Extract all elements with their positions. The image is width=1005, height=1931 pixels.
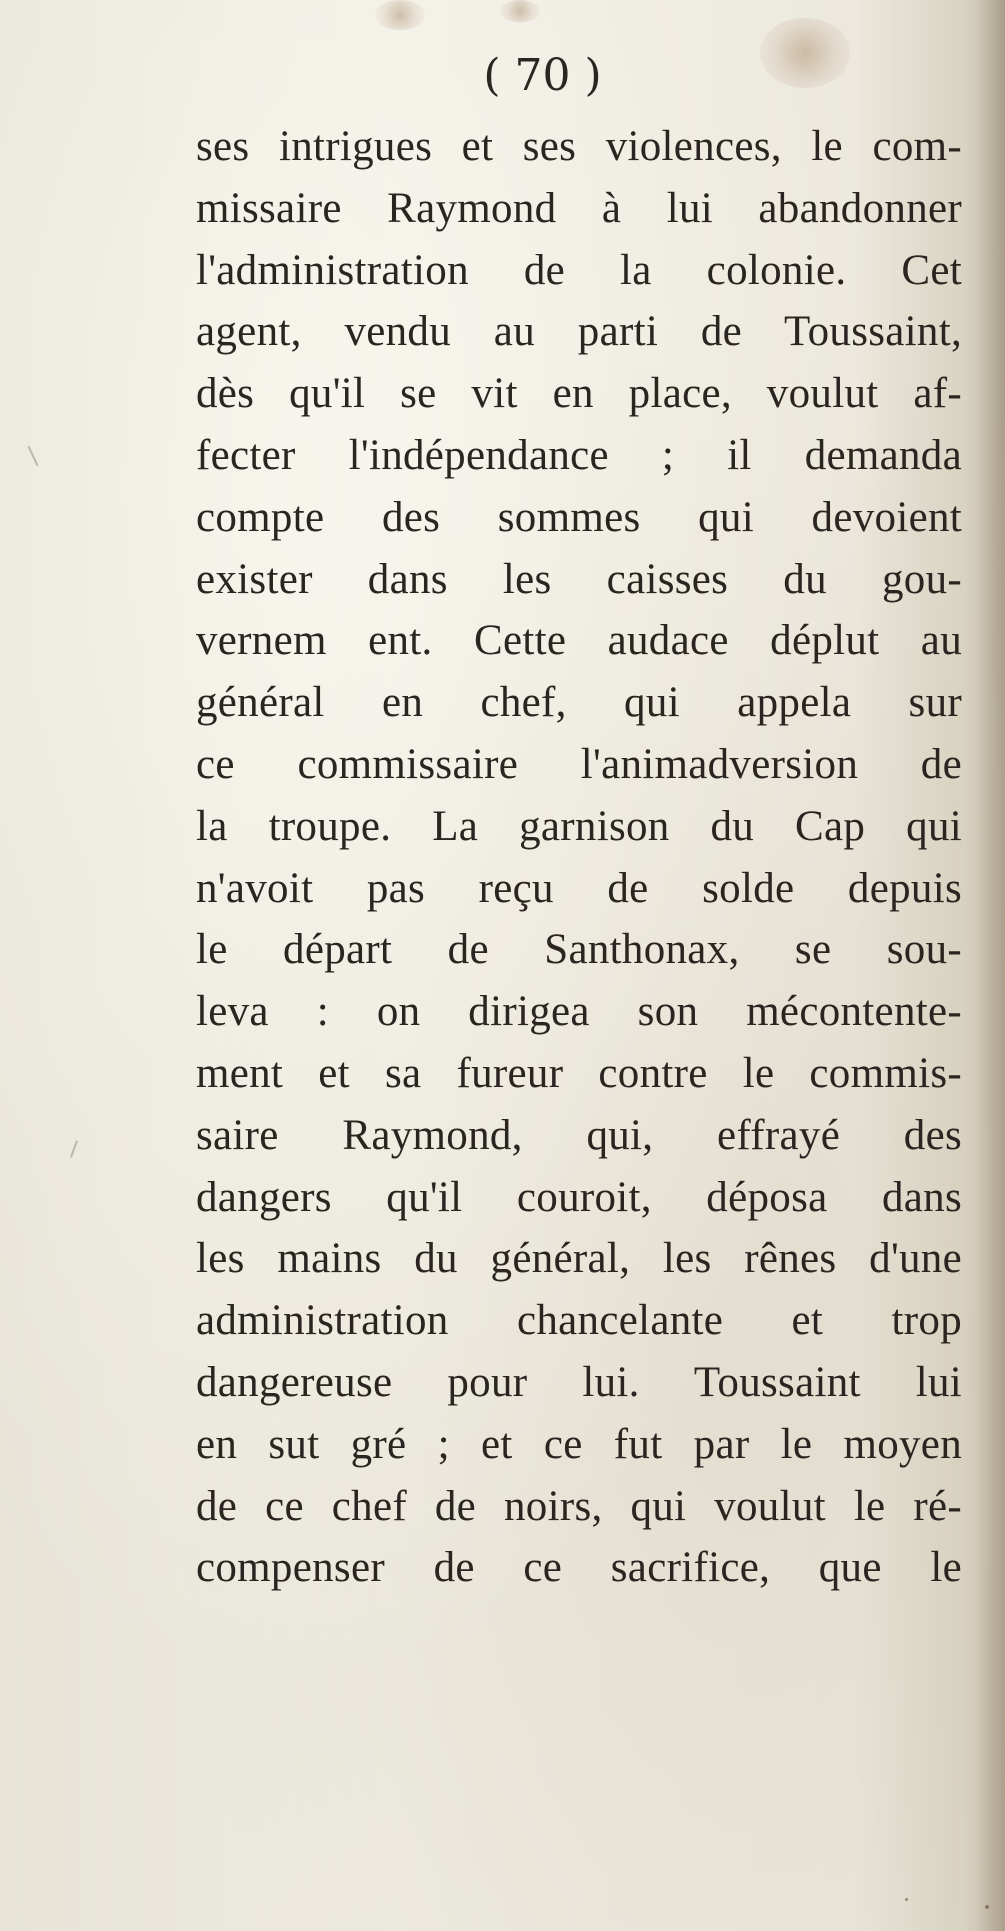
text-line: dès qu'il se vit en place, voulut af- [196, 370, 962, 418]
text-line: dangereuse pour lui. Toussaint lui [196, 1358, 962, 1406]
text-line: dangers qu'il couroit, déposa dans [196, 1173, 962, 1221]
text-line: en sut gré ; et ce fut par le moyen [196, 1420, 962, 1468]
text-line: agent, vendu au parti de Toussaint, [196, 308, 962, 356]
text-line: compenser de ce sacrifice, que le [196, 1544, 962, 1592]
text-line: ment et sa fureur contre le commis- [196, 1049, 962, 1097]
text-line: fecter l'indépendance ; il demanda [196, 431, 962, 479]
foxing-stain [500, 0, 540, 22]
text-line: la troupe. La garnison du Cap qui [196, 802, 962, 850]
text-line: l'administration de la colonie. Cet [196, 246, 962, 294]
text-line: exister dans les caisses du gou- [196, 555, 962, 603]
page-number: ( 70 ) [483, 50, 602, 101]
paper-mark [27, 446, 38, 467]
paper-mark [70, 1140, 78, 1158]
text-line: ce commissaire l'animadversion de [196, 740, 962, 788]
text-line: leva : on dirigea son mécontente- [196, 988, 962, 1036]
foxing-stain [375, 0, 425, 30]
text-line: administration chancelante et trop [196, 1297, 962, 1345]
text-line: général en chef, qui appela sur [196, 679, 962, 727]
text-line: de ce chef de noirs, qui voulut le ré- [196, 1482, 962, 1530]
body-text [196, 116, 962, 1599]
paper-speck [905, 1898, 908, 1901]
text-line: n'avoit pas reçu de solde depuis [196, 864, 962, 912]
text-line: le départ de Santhonax, se sou- [196, 926, 962, 974]
binding-shadow [977, 0, 1005, 1931]
text-line: missaire Raymond à lui abandonner [196, 184, 962, 232]
text-line: vernem ent. Cette audace déplut au [196, 617, 962, 665]
paper-speck [985, 1905, 989, 1909]
text-line: les mains du général, les rênes d'une [196, 1235, 962, 1283]
text-line: ses intrigues et ses violences, le com- [196, 123, 962, 170]
text-line: compte des sommes qui devoient [196, 493, 962, 541]
text-line: saire Raymond, qui, effrayé des [196, 1111, 962, 1159]
